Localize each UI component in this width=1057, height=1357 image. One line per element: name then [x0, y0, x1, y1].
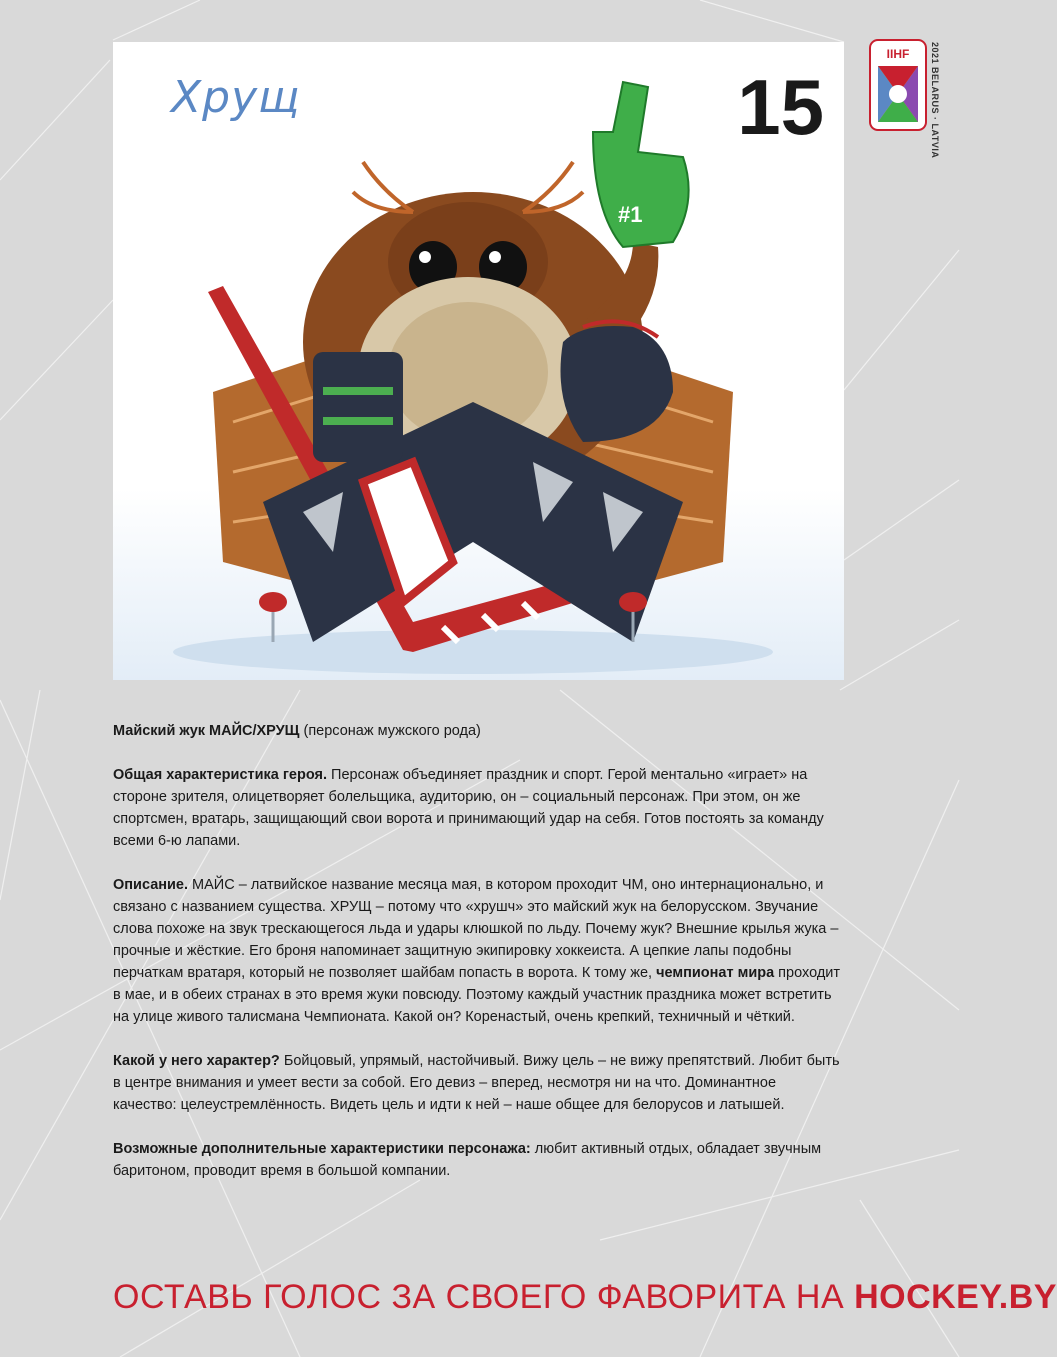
description-paragraph — [113, 874, 843, 1028]
description-heading: Описание. — [113, 877, 189, 893]
goalie-glove-icon — [313, 352, 403, 462]
description-highlight: чемпионат мира — [656, 965, 775, 981]
hero-illustration-card — [113, 42, 844, 680]
extra-text: любит активный отдых, обладает звучным баритоном, проводит время в большой компании. — [113, 1141, 822, 1179]
cta-site-link[interactable]: HOCKEY.BY — [854, 1278, 1057, 1316]
intro-paragraph — [113, 720, 843, 742]
general-paragraph — [113, 764, 843, 852]
description-text-block — [113, 720, 843, 1204]
extra-heading: Возможные дополнительные характеристики персонажа: — [113, 1141, 531, 1157]
intro-note: (персонаж мужского рода) — [299, 723, 481, 739]
mascot-number: 15 — [737, 63, 824, 151]
intro-name: Майский жук МАЙС/ХРУЩ — [113, 723, 300, 739]
logo-caption: 2021 BELARUS · LATVIA — [930, 42, 940, 159]
character-paragraph — [113, 1050, 843, 1116]
description-text-2: проходит в мае, и в обеих странах в это время жуки повсюду. Поэтому каждый участник праздника может встретить на улице живого талисмана Чемпионата. Какой он? Коренастый, очень крепкий, техничный и чёткий. — [113, 965, 841, 1025]
mascot-name-title: Хрущ — [171, 72, 301, 123]
cta-text: ОСТАВЬ ГОЛОС ЗА СВОЕГО ФАВОРИТА НА — [113, 1278, 855, 1316]
foam-finger-label: #1 — [618, 202, 643, 227]
iihf-logo-mark: IIHF — [886, 47, 910, 61]
extra-paragraph — [113, 1138, 843, 1182]
general-heading: Общая характеристика героя. — [113, 767, 327, 783]
beetle-mascot-illustration — [113, 42, 844, 680]
general-text: Персонаж объединяет праздник и спорт. Герой ментально «играет» на стороне зрителя, олицетворяет болельщика, аудиторию, он – социальный персонаж. При этом, он же спортсмен, вратарь, защищающий свои ворота и принимающий удар на себя. Готов постоять за команду всеми 6-ю лапами. — [113, 767, 824, 849]
description-text-1: МАЙС – латвийское название месяца мая, в котором проходит ЧМ, оно интернационально, и связано с названием существа. ХРУЩ – потому что «хрушч» это майский жук на белорусском. Звучание слова похоже на звук трескающегося льда и удары клюшкой по льду. Почему жук? Внешние крылья жука – прочные и жёсткие. Его броня напоминает защитную экипировку хоккеиста. А цепкие лапы подобны перчаткам вратаря, который не позволяет шайбам попасть в ворота. К тому же, — [113, 877, 839, 981]
foam-finger-icon — [593, 82, 689, 247]
character-text: Бойцовый, упрямый, настойчивый. Вижу цель – не вижу препятствий. Любит быть в центре внимания и умеет вести за собой. Его девиз – вперед, несмотря ни на что. Доминантное качество: целеустремлённость. Видеть цель и идти к ней – наше общее для белорусов и латышей. — [113, 1053, 840, 1113]
vote-call-to-action — [113, 1278, 1057, 1317]
character-heading: Какой у него характер? — [113, 1053, 280, 1069]
